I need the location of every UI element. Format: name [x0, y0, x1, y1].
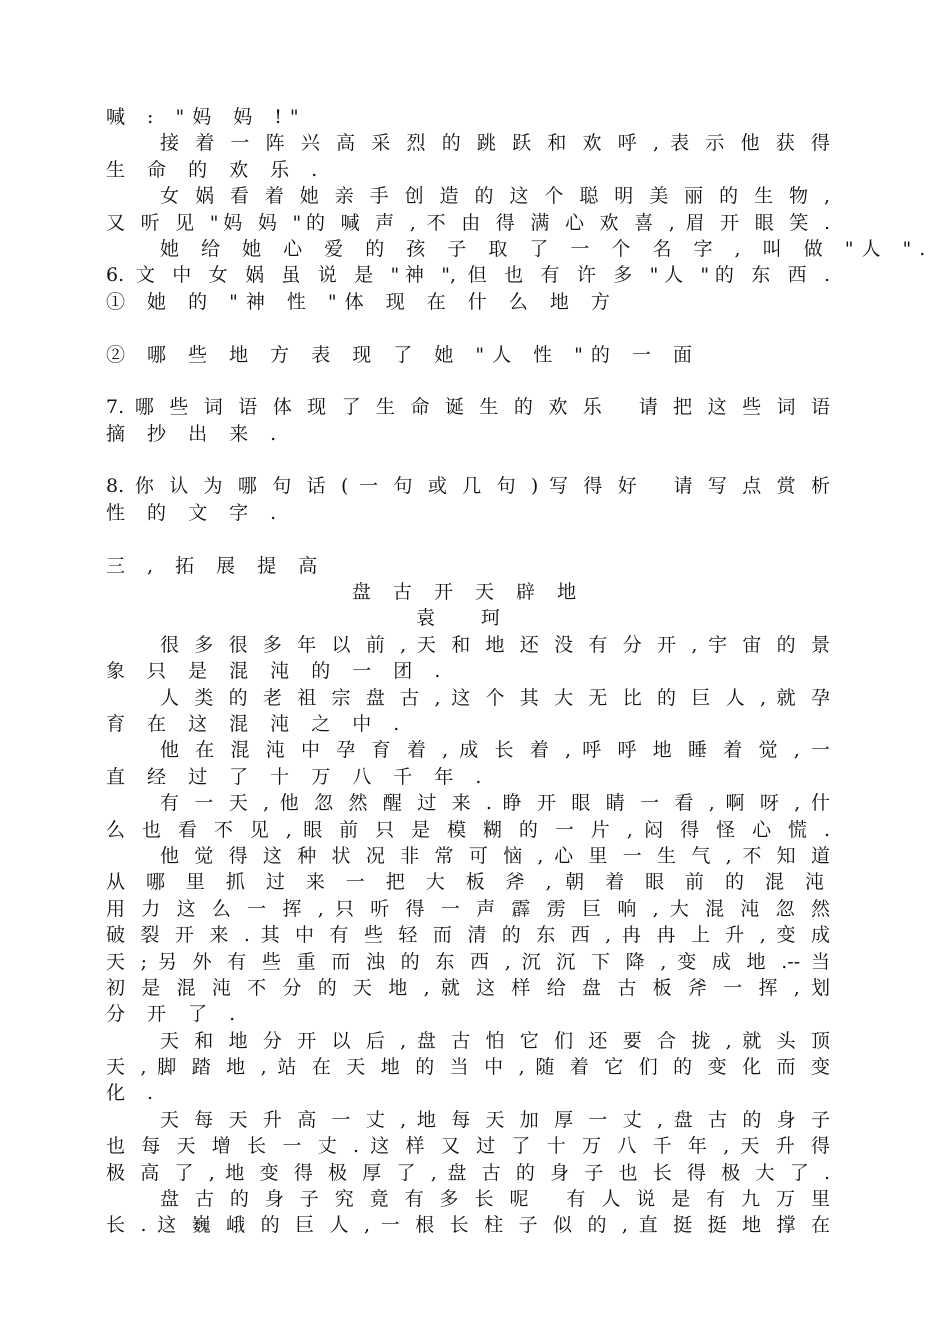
story-line: 长 . 这 巍 峨 的 巨 人 , 一 根 长 柱 子 似 的 , 直 挺 挺 地 撑 在 [106, 1214, 830, 1237]
answer-space [106, 368, 830, 394]
paragraph-line: 喊 : "妈 妈 !" [106, 106, 307, 128]
story-line: 化 . [106, 1082, 162, 1105]
paragraph-line: 生 命 的 欢 乐 . [106, 158, 326, 181]
story-line: 么 也 看 不 见 , 眼 前 只 是 模 糊 的 一 片 , 闷 得 怪 心 慌 . [106, 818, 830, 841]
question-6: 6. 文 中 女 娲 虽 说 是 "神 ", 但 也 有 许 多 "人 "的 东 西 . [106, 264, 830, 287]
paragraph-line: 她 给 她 心 爱 的 孩 子 取 了 一 个 名 字 , 叫 做 "人 ". [160, 237, 934, 260]
answer-space [106, 315, 830, 341]
story-title: 盘 古 开 天 辟 地 [351, 581, 585, 604]
story-line: 天 每 天 升 高 一 丈 , 地 每 天 加 厚 一 丈 , 盘 古 的 身 子 [160, 1108, 830, 1131]
story-line: 分 开 了 . [106, 1003, 244, 1026]
story-line: 天 ; 另 外 有 些 重 而 浊 的 东 西 , 沉 沉 下 降 , 变 成 地 .-- 当 [106, 950, 830, 973]
story-line: 他 觉 得 这 种 状 况 非 常 可 恼 , 心 里 一 生 气 , 不 知 道 [160, 844, 830, 867]
question-6-sub-2: ② 哪 些 地 方 表 现 了 她 "人 性 "的 一 面 [106, 343, 700, 366]
paragraph-line: 接 着 一 阵 兴 高 采 烈 的 跳 跃 和 欢 呼 , 表 示 他 获 得 [160, 132, 830, 155]
question-6-sub-1: ① 她 的 "神 性 "体 现 在 什 么 地 方 [106, 290, 618, 313]
section-heading: 三 , 拓 展 提 高 [106, 554, 326, 577]
story-line: 从 哪 里 抓 过 来 一 把 大 板 斧 , 朝 着 眼 前 的 混 沌 [106, 871, 830, 894]
question-8: 8. 你 认 为 哪 句 话 ( 一 句 或 几 句 ) 写 得 好 请 写 点 赏 析 [106, 475, 830, 498]
story-line: 也 每 天 增 长 一 丈 . 这 样 又 过 了 十 万 八 千 年 , 天 升 得 [106, 1135, 830, 1158]
paragraph-line: 又 听 见 "妈 妈 "的 喊 声 , 不 由 得 满 心 欢 喜 , 眉 开 眼 笑 . [106, 211, 830, 234]
story-line: 破 裂 开 来 . 其 中 有 些 轻 而 清 的 东 西 , 冉 冉 上 升 , 变 成 [106, 924, 830, 947]
story-line: 有 一 天 , 他 忽 然 醒 过 来 . 睁 开 眼 睛 一 看 , 啊 呀 , 什 [160, 792, 830, 815]
document-page [106, 104, 934, 1239]
question-8-cont: 性 的 文 字 . [106, 501, 285, 524]
story-line: 人 类 的 老 祖 宗 盘 古 , 这 个 其 大 无 比 的 巨 人 , 就 孕 [160, 686, 830, 709]
story-line: 直 经 过 了 十 万 八 千 年 . [106, 765, 490, 788]
story-line: 很 多 很 多 年 以 前 , 天 和 地 还 没 有 分 开 , 宇 宙 的 景 [160, 633, 830, 656]
story-line: 象 只 是 混 沌 的 一 团 . [106, 660, 449, 683]
question-7: 7. 哪 些 词 语 体 现 了 生 命 诞 生 的 欢 乐 请 把 这 些 词 语 [106, 396, 830, 419]
story-line: 他 在 混 沌 中 孕 育 着 , 成 长 着 , 呼 呼 地 睡 着 觉 , 一 [160, 739, 830, 762]
answer-space [106, 526, 830, 552]
story-line: 极 高 了 , 地 变 得 极 厚 了 , 盘 古 的 身 子 也 长 得 极 大 了 . [106, 1161, 830, 1184]
paragraph-line: 女 娲 看 着 她 亲 手 创 造 的 这 个 聪 明 美 丽 的 生 物 , [160, 185, 830, 208]
story-author: 袁 珂 [415, 607, 521, 630]
question-7-cont: 摘 抄 出 来 . [106, 422, 285, 445]
story-line: 用 力 这 么 一 挥 , 只 听 得 一 声 霹 雳 巨 响 , 大 混 沌 忽 然 [106, 897, 830, 920]
story-line: 初 是 混 沌 不 分 的 天 地 , 就 这 样 给 盘 古 板 斧 一 挥 , 划 [106, 976, 830, 999]
story-line: 育 在 这 混 沌 之 中 . [106, 712, 408, 735]
story-line: 天 和 地 分 开 以 后 , 盘 古 怕 它 们 还 要 合 拢 , 就 头 顶 [160, 1029, 830, 1052]
story-line: 天 , 脚 踏 地 , 站 在 天 地 的 当 中 , 随 着 它 们 的 变 化 而 变 [106, 1056, 830, 1079]
answer-space [106, 447, 830, 473]
story-line: 盘 古 的 身 子 究 竟 有 多 长 呢 有 人 说 是 有 九 万 里 [160, 1188, 830, 1211]
